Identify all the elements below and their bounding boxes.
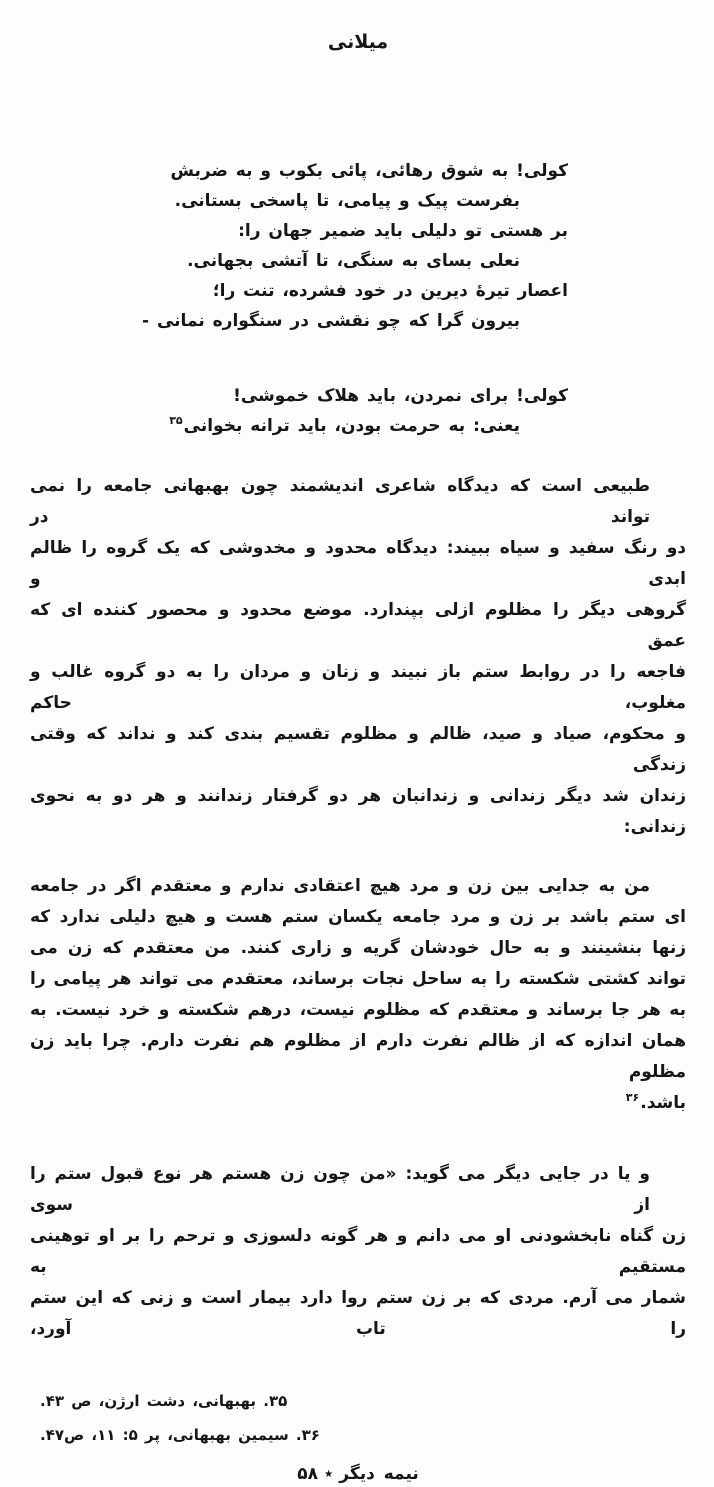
paragraph-quotation — [30, 871, 686, 1119]
text-line: دو رنگ سفید و سیاه ببیند: دیدگاه محدود و مخدوشی که یک گروه را ظالم ابدی و — [30, 538, 686, 589]
poem-line: اعصار تیرهٔ دیرین در خود فشرده، تنت را؛ — [212, 281, 568, 301]
text-line: ای ستم باشد بر زن و مرد جامعه یکسان ستم هست و هیچ دلیلی ندارد که — [30, 907, 686, 927]
poem-line: نعلی بسای به سنگی، تا آتشی بجهانی. — [187, 251, 520, 271]
text-line: و یا در جایی دیگر می گوید: «من چون زن هستم هر نوع قبول ستم را از سوی — [30, 1164, 650, 1215]
text-line: زن گناه نابخشودنی او می دانم و هر گونه دلسوزی و ترحم را بر او توهینی مستقیم به — [30, 1226, 686, 1277]
footnote-35: ۳۵. بهبهانی، دشت ارژن، ص ۴۳. — [40, 1392, 288, 1410]
text-line: فاجعه را در روابط ستم باز نبیند و زنان و مردان را به دو گروه غالب و مغلوب، حاکم — [30, 662, 686, 713]
running-head-author: میلانی — [327, 31, 389, 53]
footnotes-block — [30, 1389, 686, 1447]
poem-line: کولی! به شوق رهائی، پائی بکوب و به ضربش — [170, 161, 568, 181]
text-line: تواند کشتی شکسته را به ساحل نجات برساند، معتقدم می تواند هر پیامی را — [30, 969, 686, 989]
poem-line: بفرست پیک و پیامی، تا پاسخی بستانی. — [174, 191, 520, 211]
text-line: زنها بنشینند و به حال خودشان گریه و زاری کنند. من معتقدم که زن می — [30, 938, 686, 958]
journal-name: نیمه دیگر — [339, 1464, 419, 1484]
text-line: زندان شد دیگر زندانی و زندانبان هر دو گرفتار زندانند و هر دو به نحوی زندانی: — [30, 786, 686, 837]
poem-line: بر هستی تو دلیلی باید ضمیر جهان را: — [238, 221, 568, 241]
text-line: به هر جا برساند و معتقدم که مظلوم نیست، درهم شکسته و خرد نیست. به — [30, 1000, 686, 1020]
paragraph-commentary — [30, 471, 686, 843]
text-line: شمار می آرم. مردی که بر زن ستم روا دارد بیمار است و زنی که این ستم را تاب آورد، — [30, 1288, 686, 1339]
poem-line-with-note — [30, 411, 520, 441]
poem-line: کولی! برای نمردن، باید هلاک خموشی! — [233, 386, 568, 406]
page-number: ۵۸ — [297, 1464, 318, 1484]
footer-separator-icon: ٭ — [323, 1464, 334, 1484]
page-footer — [30, 1461, 686, 1487]
text-line: و محکوم، صیاد و صید، ظالم و مظلوم تقسیم بندی کند و نداند که وقتی زندگی — [30, 724, 686, 775]
footnote-36: ۳۶. سیمین بهبهانی، پر ۵: ۱۱، ص۴۷. — [40, 1426, 320, 1444]
text-line: من به جدایی بین زن و مرد هیچ اعتقادی ندارم و معتقدم اگر در جامعه — [30, 876, 650, 896]
footnote-ref-36: ۳۶ — [625, 1091, 640, 1105]
text-line: طبیعی است که دیدگاه شاعری اندیشمند چون بهبهانی جامعه را نمی تواند در — [30, 476, 650, 527]
footnote-ref-35: ۳۵ — [169, 414, 183, 428]
text-line-with-note — [30, 1088, 686, 1119]
poem-stanza-1 — [30, 156, 686, 336]
text-line: گروهی دیگر را مظلوم ازلی بپندارد. موضع محدود و محصور کننده ای که عمق — [30, 600, 686, 651]
paragraph-second-quotation — [30, 1159, 686, 1345]
poem-line-text: یعنی: به حرمت بودن، باید ترانه بخوانی — [183, 416, 520, 436]
poem-stanza-2 — [30, 381, 686, 441]
text-line: همان اندازه که از ظالم نفرت دارم از مظلوم هم نفرت دارم. چرا باید زن مظلوم — [30, 1031, 686, 1082]
poem-line: بیرون گرا که چو نقشی در سنگواره نمانی - — [142, 311, 520, 331]
quote-end-text: باشد. — [640, 1093, 686, 1113]
poem-block — [30, 156, 686, 441]
